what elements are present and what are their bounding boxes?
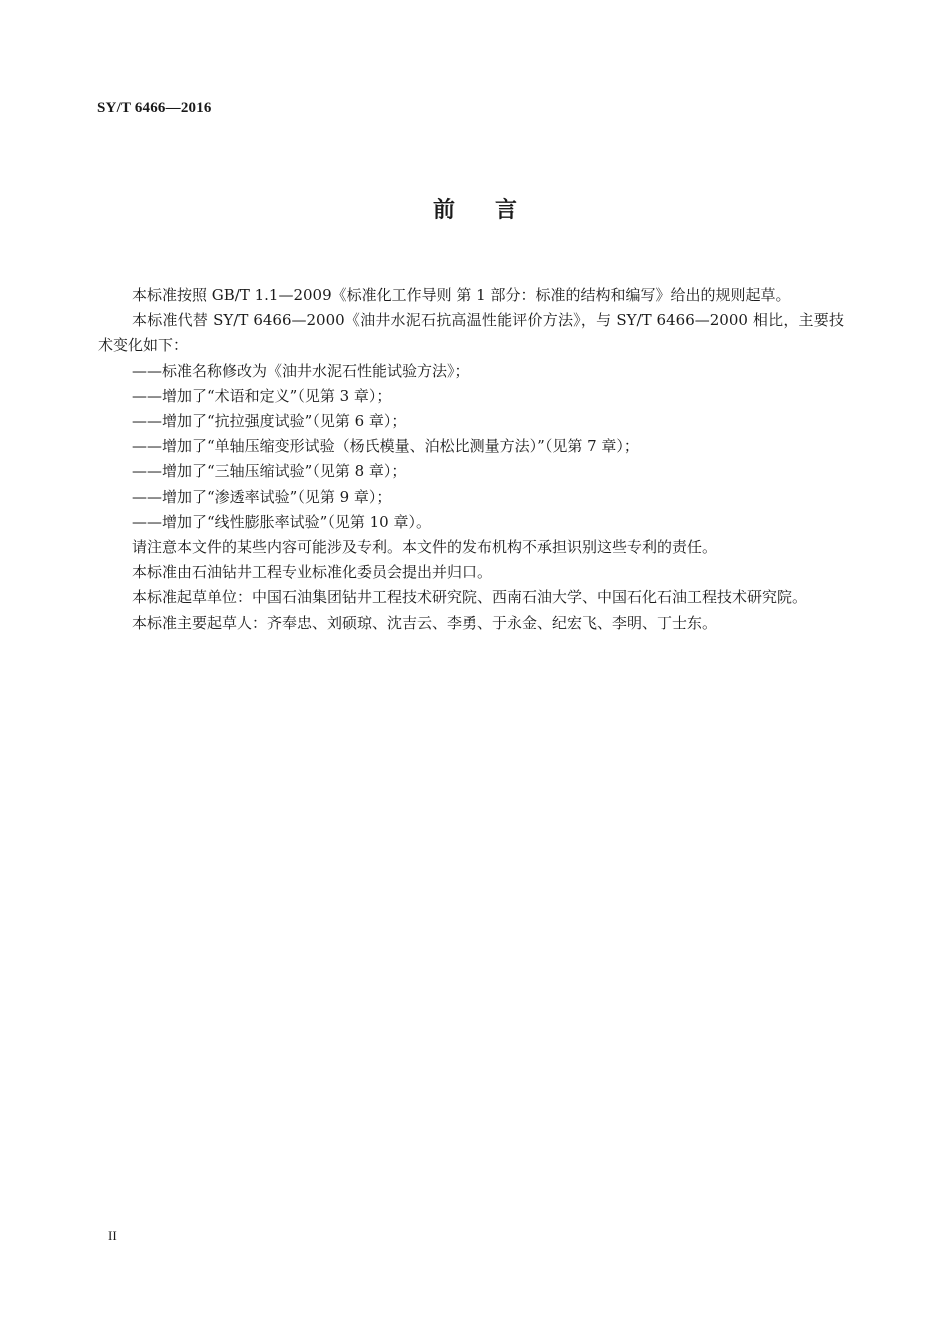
list-item: ——增加了“线性膨胀率试验”（见第 10 章）。 bbox=[132, 512, 431, 531]
paragraph-drafters: 本标准主要起草人：齐奉忠、刘硕琼、沈吉云、李勇、于永金、纪宏飞、李明、丁士东。 bbox=[132, 613, 718, 632]
paragraph-proposer: 本标准由石油钻井工程专业标准化委员会提出并归口。 bbox=[132, 563, 493, 582]
list-item: ——增加了“抗拉强度试验”（见第 6 章）； bbox=[132, 412, 407, 431]
list-item: ——增加了“单轴压缩变形试验（杨氏模量、泊松比测量方法）”（见第 7 章）； bbox=[132, 437, 639, 456]
foreword-body bbox=[98, 283, 844, 636]
paragraph-patent-notice: 请注意本文件的某些内容可能涉及专利。本文件的发布机构不承担识别这些专利的责任。 bbox=[132, 538, 718, 557]
list-item: ——增加了“渗透率试验”（见第 9 章）； bbox=[132, 487, 392, 506]
page-title: 前言 bbox=[432, 198, 557, 223]
paragraph-drafting-units: 本标准起草单位：中国石油集团钻井工程技术研究院、西南石油大学、中国石化石油工程技术研究院。 bbox=[132, 588, 808, 607]
paragraph-replacement: 本标准代替 SY/T 6466—2000《油井水泥石抗高温性能评价方法》，与 SY/T 6466—2000 相比，主要技术变化如下： bbox=[98, 311, 844, 355]
list-item: ——增加了“术语和定义”（见第 3 章）； bbox=[132, 386, 392, 405]
list-item: ——标准名称修改为《油井水泥石性能试验方法》； bbox=[132, 361, 470, 380]
list-item: ——增加了“三轴压缩试验”（见第 8 章）； bbox=[132, 462, 407, 481]
paragraph-drafting-rules: 本标准按照 GB/T 1.1—2009《标准化工作导则 第 1 部分：标准的结构和编写》给出的规则起草。 bbox=[132, 286, 791, 304]
page-number: II bbox=[108, 1228, 117, 1243]
changes-list bbox=[98, 359, 844, 535]
document-code: SY/T 6466—2016 bbox=[97, 100, 212, 116]
